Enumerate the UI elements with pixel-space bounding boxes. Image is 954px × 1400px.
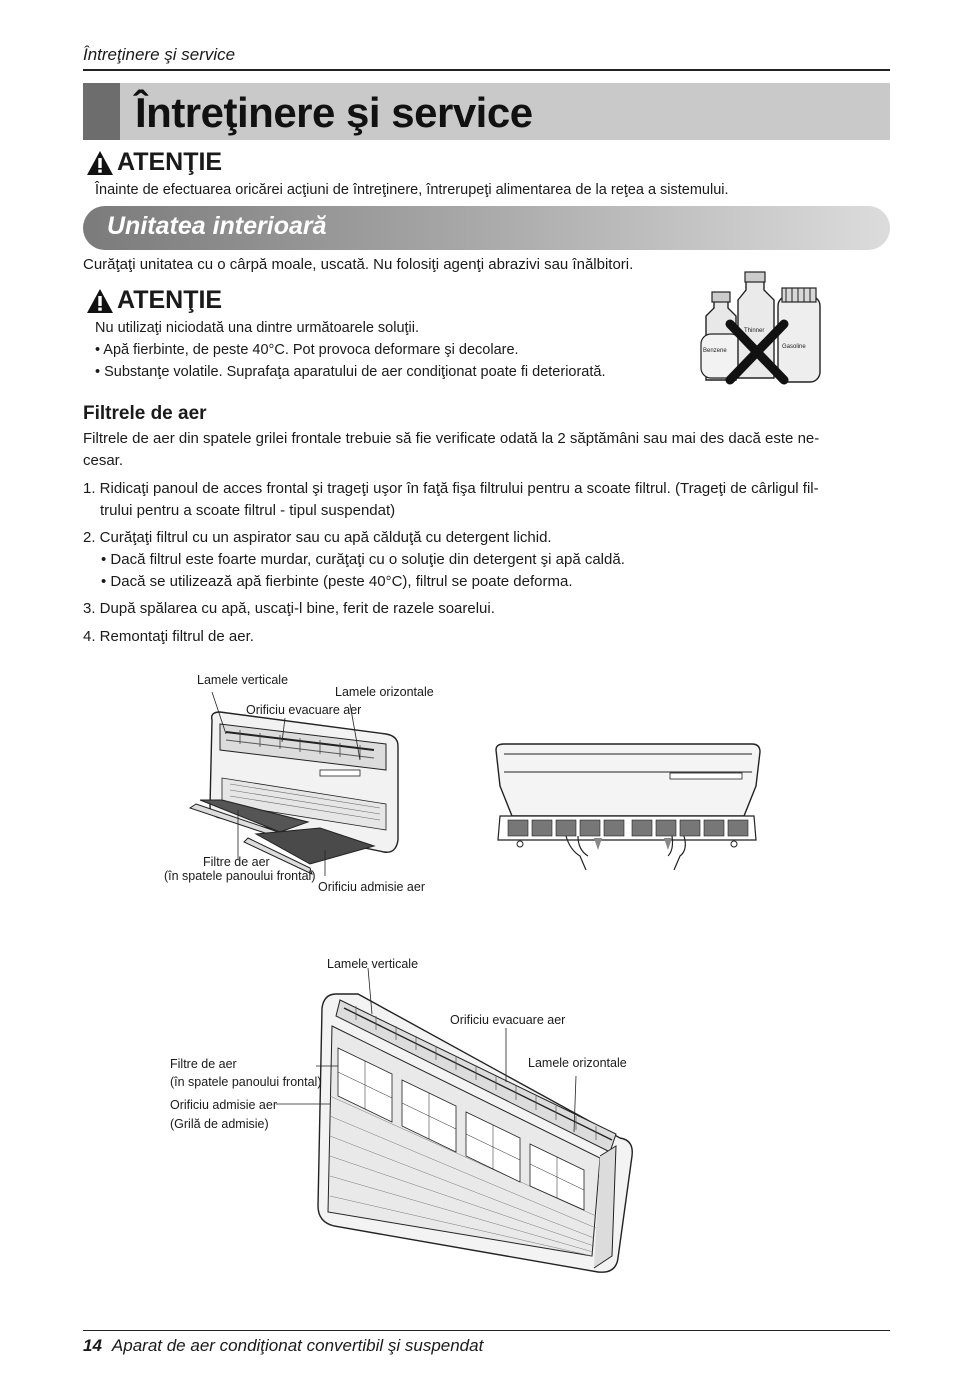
fig1-label-air-outlet: Orificiu evacuare aer [246,703,362,717]
step-2-bullet2: • Dacă se utilizează apă fierbinte (peste 40°C), filtrul se poate deforma. [101,573,573,590]
fig3-label-horizontal-louvers: Lamele orizontale [528,1056,627,1070]
bottle-label-gasoline: Gasoline [782,344,806,350]
section-title: Unitatea interioară [107,212,327,240]
filters-intro-line1: Filtrele de aer din spatele grilei frontale trebuie să fie verificate odată la 2 săptămâni sau mai des dacă este ne- [83,430,820,447]
warning-icon [86,150,114,176]
caution-heading-2 [86,286,222,315]
ceiling-unit-illustration [316,986,636,1276]
fig3-label-air-inlet-note: (Grilă de admisie) [170,1117,269,1131]
indoor-unit-open-illustration [160,700,430,880]
caution-line-1: Nu utilizaţi niciodată una dintre următoarele soluţii. [95,320,420,336]
caution-bullet-1: • Apă fierbinte, de peste 40°C. Pot provoca deformare şi decolare. [95,342,519,358]
filter-removal-illustration [494,742,762,870]
page-title: Întreţinere şi service [135,89,533,136]
caution-text-1: Înainte de efectuarea oricărei acţiuni de întreţinere, întrerupeţi alimentarea de la reţea a sistemului. [95,182,729,198]
step-3: 3. După spălarea cu apă, uscaţi-l bine, ferit de razele soarelui. [83,600,495,617]
fig1-label-horizontal-louvers: Lamele orizontale [335,685,434,699]
fig1-label-filters-note: (în spatele panoului frontal) [164,869,316,883]
filters-heading: Filtrele de aer [83,403,207,424]
caution-heading-1 [86,148,222,177]
title-accent-block [83,83,120,140]
header-rule [83,69,890,71]
step-4: 4. Remontaţi filtrul de aer. [83,628,254,645]
caution-bullet-2: • Substanţe volatile. Suprafaţa aparatului de aer condiţionat poate fi deteriorată. [95,364,606,380]
fig3-label-vertical-louvers: Lamele verticale [327,957,419,971]
warning-icon [86,288,114,314]
caution-label-1: ATENŢIE [117,148,223,176]
fig1-label-filters: Filtre de aer [203,855,270,869]
footer-rule [83,1330,890,1331]
section-intro: Curăţaţi unitatea cu o cârpă moale, uscată. Nu folosiţi agenţi abrazivi sau înălbitori. [83,256,634,273]
running-header: Întreţinere şi service [83,45,236,64]
bottle-label-benzene: Benzene [703,348,727,354]
fig3-label-filters-note: (în spatele panoului frontal) [170,1075,322,1089]
step-2-bullet1: • Dacă filtrul este foarte murdar, curăţaţi cu o soluţie din detergent şi apă caldă. [101,551,625,568]
page-number: 14 [83,1336,102,1355]
fig1-label-vertical-louvers: Lamele verticale [197,673,289,687]
fig3-label-filters: Filtre de aer [170,1057,237,1071]
fig1-label-air-inlet: Orificiu admisie aer [318,880,425,894]
step-1-line2: trului pentru a scoate filtrul - tipul suspendat) [100,502,396,519]
footer-title: Aparat de aer condiţionat convertibil şi suspendat [111,1336,484,1355]
step-2: 2. Curăţaţi filtrul cu un aspirator sau cu apă călduţă cu detergent lichid. [83,529,552,546]
filters-intro-line2: cesar. [83,452,124,469]
fig3-label-air-outlet: Orificiu evacuare aer [450,1013,566,1027]
page-footer [83,1336,483,1356]
fig3-label-air-inlet: Orificiu admisie aer [170,1098,277,1112]
bottle-label-thinner: Thinner [744,328,765,334]
solvent-bottles-illustration [698,272,824,386]
step-1-line1: 1. Ridicaţi panoul de acces frontal şi trageţi uşor în faţă fişa filtrului pentru a scoate filtrul. (Trageţi de cârligul fil- [83,480,819,497]
caution-label-2: ATENŢIE [117,286,223,314]
